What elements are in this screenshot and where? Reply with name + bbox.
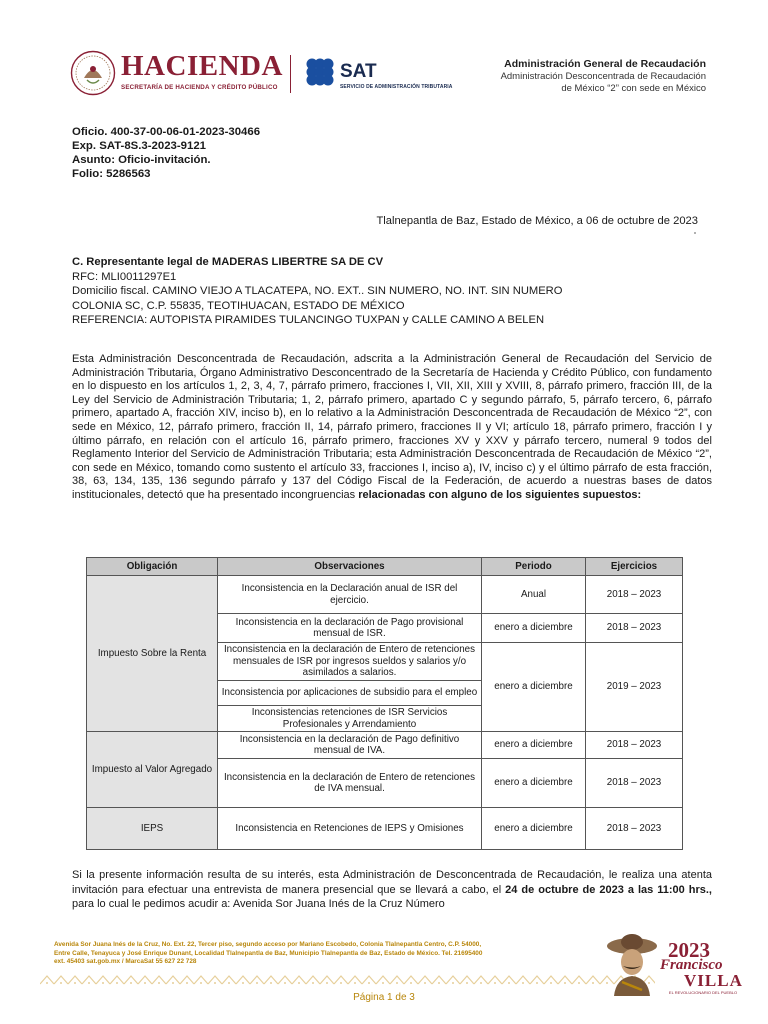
body-text: Esta Administración Desconcentrada de Recaudación, adscrita a la Administración General de Recaudación del Servicio de Administración Tributaria, Órgano Administrativo Desconcentrado de la Secretaría de Hacienda y Crédito Público, con fundamento en lo dispuesto en los artículos 1, 2, 3, 4, 7, párrafo primero, fracciones I, VII, XII, XIII y XVIII, 8, párrafo primero, fracción III, de la Ley del Servicio de Administración Tributaria; 1, 2, párrafo primero, apartado C y segundo párrafo, 5, párrafo tercero, 6, párrafo primero, apartado A, fracción XIV, inciso b), en lo relativo a la Administración Desconcentrada de Recaudación de México “2”, con sede en México, 12, párrafo primero, fracción II, 14, párrafo primero, fracciones II y VI; artículo 18, párrafo primero, fracción I y último párrafo, en relación con el artículo 16, párrafo primero, fracciones XV y XXV y párrafo tercero, numeral 9 todos del Reglamento Interior del Servicio de Administración Tributaria; esta Administración Desconcentrada de Recaudación de México “2”, con sede en México, tomando como sustento el artículo 33, fracciones I, inciso a), IV, inciso c) y el último párrafo de esta fracción, 38, 63, 134, 135, 136 segundo párrafo y 137 del Código Fiscal de la Federación, de acuerdo a nuestras bases de datos institucionales, detectó que ha presentado incongruencias bbox=[72, 353, 712, 501]
periodo-cell: enero a diciembre bbox=[482, 759, 586, 808]
date-dot bbox=[694, 232, 696, 234]
sat-logo-icon bbox=[305, 57, 335, 87]
observacion-cell: Inconsistencia en la declaración de Pago definitivo mensual de IVA. bbox=[218, 732, 482, 759]
observacion-cell: Inconsistencia en la declaración de Entero de retenciones mensuales de ISR por ingresos sueldos y salarios y/o asimilados a salarios. bbox=[218, 643, 482, 681]
addressee-domicilio: Domicilio fiscal. CAMINO VIEJO A TLACATEPA, NO. EXT.. SIN NUMERO, NO. INT. SIN NUMERO bbox=[72, 285, 563, 297]
ejercicio-cell: 2018 – 2023 bbox=[586, 759, 683, 808]
observacion-cell: Inconsistencia por aplicaciones de subsidio para el empleo bbox=[218, 681, 482, 706]
sat-subtitle: SERVICIO DE ADMINISTRACIÓN TRIBUTARIA bbox=[340, 84, 453, 90]
periodo-cell: enero a diciembre bbox=[482, 808, 586, 850]
table-header-cell: Obligación bbox=[87, 558, 218, 576]
year-logo-number: 2023 bbox=[668, 938, 710, 962]
ejercicio-cell: 2018 – 2023 bbox=[586, 614, 683, 643]
obligacion-cell: Impuesto Sobre la Renta bbox=[87, 576, 218, 732]
ejercicio-cell: 2018 – 2023 bbox=[586, 808, 683, 850]
footer-address-line: Avenida Sor Juana Inés de la Cruz, No. Ext. 22, Tercer piso, segundo acceso por Mariano Escobedo, Colonia Tlalnepantla Centro, C.P. 54000, bbox=[54, 941, 482, 948]
obligacion-cell: IEPS bbox=[87, 808, 218, 850]
ejercicio-cell: 2018 – 2023 bbox=[586, 732, 683, 759]
addressee-domicilio: COLONIA SC, C.P. 55835, TEOTIHUACAN, ESTADO DE MÉXICO bbox=[72, 299, 405, 312]
ejercicio-cell: 2019 – 2023 bbox=[586, 643, 683, 732]
addressee-rfc: RFC: MLI0011297E1 bbox=[72, 270, 177, 283]
table-header-cell: Periodo bbox=[482, 558, 586, 576]
footer-decorative-band bbox=[40, 974, 655, 986]
invitation-date: 24 de octubre de 2023 a las 11:00 hrs., bbox=[505, 883, 712, 896]
hacienda-subtitle: SECRETARÍA DE HACIENDA Y CRÉDITO PÚBLICO bbox=[121, 84, 278, 91]
observacion-cell: Inconsistencias retenciones de ISR Servicios Profesionales y Arrendamiento bbox=[218, 706, 482, 732]
francisco-villa-portrait-icon bbox=[606, 932, 658, 996]
year-logo-tagline: EL REVOLUCIONARIO DEL PUEBLO bbox=[668, 990, 738, 995]
obligacion-cell: Impuesto al Valor Agregado bbox=[87, 732, 218, 808]
table-header-cell: Ejercicios bbox=[586, 558, 683, 576]
observacion-cell: Inconsistencia en la Declaración anual de ISR del ejercicio. bbox=[218, 576, 482, 614]
table-row bbox=[87, 576, 683, 614]
invitation-text: para lo cual le pedimos acudir a: Avenida Sor Juana Inés de la Cruz Número bbox=[72, 898, 445, 910]
reference-block bbox=[72, 125, 260, 181]
year-logo-surname: VILLA bbox=[684, 971, 743, 990]
expediente-number: Exp. SAT-8S.3-2023-9121 bbox=[72, 140, 207, 152]
table-row bbox=[87, 732, 683, 759]
body-text-bold: relacionadas con alguno de los siguientes supuestos: bbox=[358, 488, 642, 501]
footer-address-line: ext. 45403 sat.gob.mx / MarcaSat 55 627 22 728 bbox=[54, 958, 197, 966]
agency-title: Administración General de Recaudación bbox=[504, 58, 706, 70]
table-row bbox=[87, 808, 683, 850]
invitation-text: Si la presente información resulta de su interés, esta Administración de Desconcentrada de Recaudación, le realiza una atenta invitación para efectuar una entrevista de manera presencial que se llevará a cabo, el bbox=[72, 869, 712, 896]
agency-subtitle-line: de México “2” con sede en México bbox=[561, 82, 706, 94]
periodo-cell: enero a diciembre bbox=[482, 643, 586, 732]
observacion-cell: Inconsistencia en Retenciones de IEPS y Omisiones bbox=[218, 808, 482, 850]
agency-subtitle-line: Administración Desconcentrada de Recaudación bbox=[500, 71, 706, 82]
sat-logo-text: SAT bbox=[340, 61, 377, 82]
addressee-name: C. Representante legal de MADERAS LIBERTRE SA DE CV bbox=[72, 256, 384, 268]
table-header-cell: Observaciones bbox=[218, 558, 482, 576]
invitation-paragraph bbox=[72, 868, 712, 912]
periodo-cell: enero a diciembre bbox=[482, 732, 586, 759]
ejercicio-cell: 2018 – 2023 bbox=[586, 576, 683, 614]
logo-divider bbox=[290, 55, 291, 93]
page-number: Página 1 de 3 bbox=[353, 992, 415, 1003]
observacion-cell: Inconsistencia en la declaración de Pago provisional mensual de ISR. bbox=[218, 614, 482, 643]
body-paragraph bbox=[72, 353, 712, 503]
addressee-block bbox=[72, 255, 712, 328]
date-line: Tlalnepantla de Baz, Estado de México, a 06 de octubre de 2023 bbox=[376, 215, 698, 227]
folio: Folio: 5286563 bbox=[72, 168, 151, 180]
table-header-row bbox=[87, 558, 683, 576]
asunto: Asunto: Oficio-invitación. bbox=[72, 154, 211, 166]
hacienda-logo: HACIENDA bbox=[121, 50, 283, 82]
observacion-cell: Inconsistencia en la declaración de Entero de retenciones de IVA mensual. bbox=[218, 759, 482, 808]
addressee-referencia: REFERENCIA: AUTOPISTA PIRAMIDES TULANCINGO TUXPAN y CALLE CAMINO A BELEN bbox=[72, 314, 545, 326]
footer-address bbox=[54, 941, 599, 967]
obligations-table bbox=[86, 557, 683, 850]
year-logo-name: Francisco bbox=[660, 957, 723, 973]
periodo-cell: enero a diciembre bbox=[482, 614, 586, 643]
agency-subtitle bbox=[446, 71, 706, 94]
footer-address-line: Entre Calle, Tenayuca y José Enrique Dunant, Localidad Tlalnepantla de Baz, Municipio Tlalnepantla de Baz, Estado de México. Tel. 21695400 bbox=[54, 949, 483, 957]
oficio-number: Oficio. 400-37-00-06-01-2023-30466 bbox=[72, 126, 261, 138]
mexico-coat-of-arms-icon bbox=[70, 50, 116, 96]
periodo-cell: Anual bbox=[482, 576, 586, 614]
